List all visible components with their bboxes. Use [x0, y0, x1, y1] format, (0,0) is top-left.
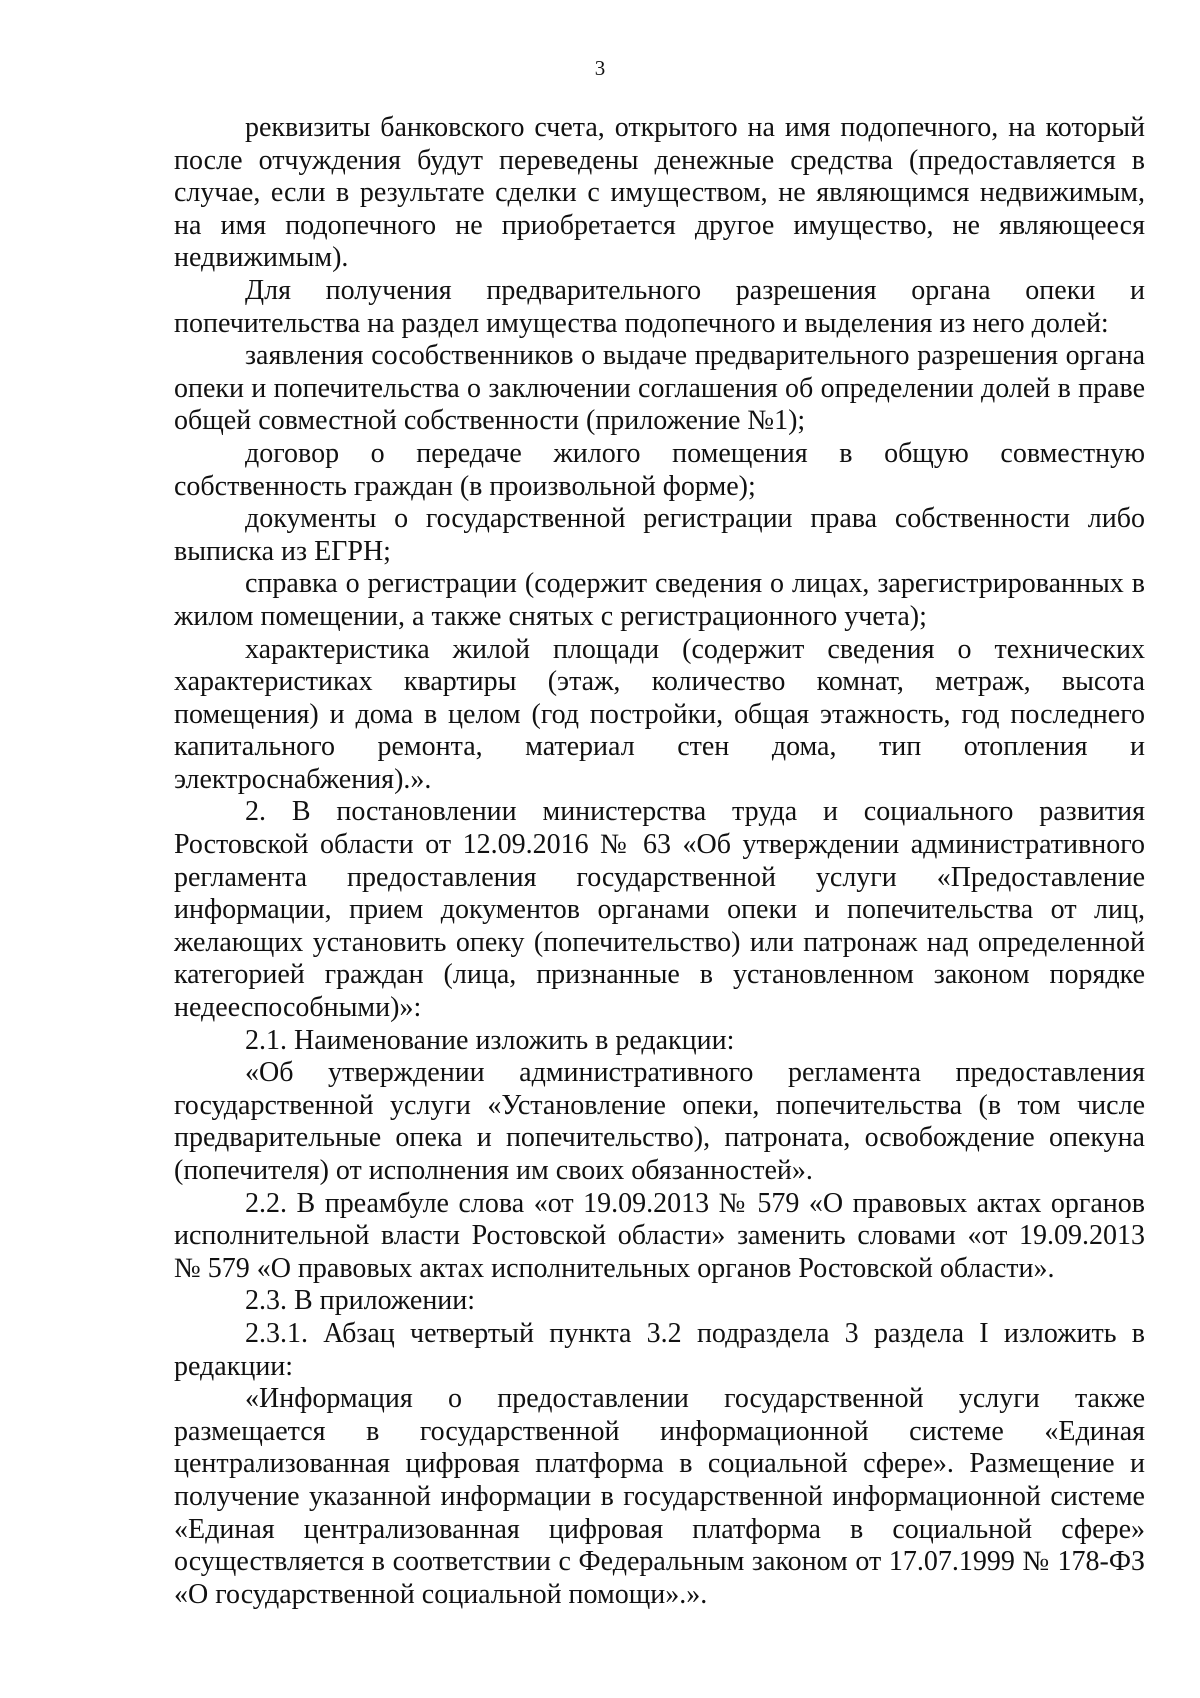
paragraph: 2.2. В преамбуле слова «от 19.09.2013 № 579 «О правовых актах органов исполнительной власти Ростовской области» заменить словами «от 19.09.2013 № 579 «О правовых актах исполнительных органов Ростовской области». [174, 1187, 1145, 1284]
paragraph: реквизиты банковского счета, открытого на имя подопечного, на который после отчуждения будут переведены денежные средства (предоставляется в случае, если в результате сделки с имуществом, не являющимся недвижимым, на имя подопечного не приобретается другое имущество, не являющееся недвижимым). [174, 112, 1145, 274]
paragraph: Для получения предварительного разрешения органа опеки и попечительства на раздел имущества подопечного и выделения из него долей: [174, 274, 1145, 339]
paragraph: характеристика жилой площади (содержит сведения о технических характеристиках квартиры (этаж, количество комнат, метраж, высота помещения) и дома в целом (год постройки, общая этажность, год последнего капитального ремонта, материал стен дома, тип отопления и электроснабжения).». [174, 633, 1145, 795]
paragraph: документы о государственной регистрации права собственности либо выписка из ЕГРН; [174, 503, 1145, 567]
paragraph: 2.3.1. Абзац четвертый пункта 3.2 подраздела 3 раздела I изложить в редакции: [174, 1317, 1145, 1382]
paragraph: 2.3. В приложении: [245, 1285, 476, 1317]
paragraph: «Об утверждении административного регламента предоставления государственной услуги «Установление опеки, попечительства (в том числе предварительные опека и попечительство), патроната, освобождение опекуна (попечителя) от исполнения им своих обязанностей». [174, 1057, 1145, 1186]
paragraph: договор о передаче жилого помещения в общую совместную собственность граждан (в произвольной форме); [174, 437, 1145, 502]
paragraph: 2.1. Наименование изложить в редакции: [245, 1024, 735, 1056]
page-number: 3 [594, 56, 606, 80]
paragraph: заявления сособственников о выдаче предварительного разрешения органа опеки и попечительства о заключении соглашения об определении долей в праве общей совместной собственности (приложение №1); [174, 340, 1145, 437]
paragraph: справка о регистрации (содержит сведения о лицах, зарегистрированных в жилом помещении, а также снятых с регистрационного учета); [174, 568, 1145, 632]
document-body [174, 112, 1145, 1611]
paragraph: «Информация о предоставлении государственной услуги также размещается в государственной информационной системе «Единая централизованная цифровая платформа в социальной сфере». Размещение и получение указанной информации в государственной информационной системе «Единая централизованная цифровая платформа в социальной сфере» осуществляется в соответствии с Федеральным законом от 17.07.1999 № 178-ФЗ «О государственной социальной помощи».». [174, 1383, 1145, 1610]
paragraph: 2. В постановлении министерства труда и социального развития Ростовской области от 12.09.2016 № 63 «Об утверждении административного регламента предоставления государственной услуги «Предоставление информации, прием документов органами опеки и попечительства от лиц, желающих установить опеку (попечительство) или патронаж над определенной категорией граждан (лица, признанные в установленном законом порядке недееспособными)»: [174, 796, 1145, 1024]
